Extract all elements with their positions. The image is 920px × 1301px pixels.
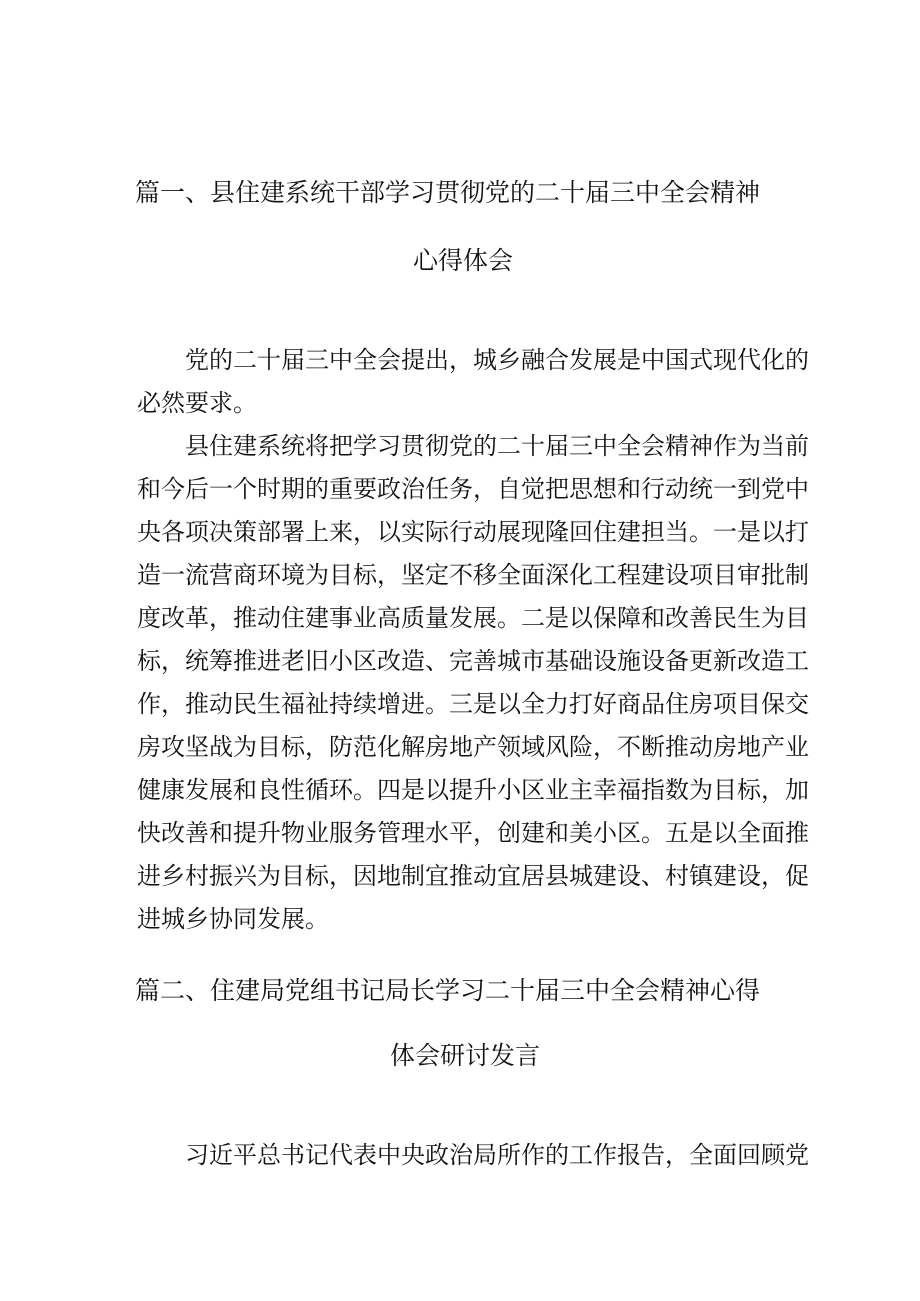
section1-title-line1: 篇一、县住建系统干部学习贯彻党的二十届三中全会精神	[135, 178, 761, 207]
section1-para2-line6: 标，统筹推进老旧小区改造、完善城市基础设施设备更新改造工	[137, 647, 809, 675]
section1-title-line2: 心得体会	[413, 246, 514, 275]
section2-title-line2: 体会研讨发言	[390, 1041, 541, 1070]
section1-para2-line1: 县住建系统将把学习贯彻党的二十届三中全会精神作为当前	[185, 432, 809, 460]
section1-para2-line7: 作，推动民生福祉持续增进。三是以全力打好商品住房项目保交	[137, 690, 809, 718]
section1-para2-line4: 造一流营商环境为目标，坚定不移全面深化工程建设项目审批制	[137, 561, 809, 589]
section1-para2-line12: 进城乡协同发展。	[137, 905, 329, 933]
section1-para2-line5: 度改革，推动住建事业高质量发展。二是以保障和改善民生为目	[137, 604, 809, 632]
section1-para2-line8: 房攻坚战为目标，防范化解房地产领域风险，不断推动房地产业	[137, 733, 809, 761]
section1-para2-line9: 健康发展和良性循环。四是以提升小区业主幸福指数为目标，加	[137, 776, 809, 804]
section1-para2-line2: 和今后一个时期的重要政治任务，自觉把思想和行动统一到党中	[137, 475, 809, 503]
section1-para2-line3: 央各项决策部署上来，以实际行动展现隆回住建担当。一是以打	[137, 518, 809, 546]
section2-title-line1: 篇二、住建局党组书记局长学习二十届三中全会精神心得	[135, 976, 761, 1005]
section1-para1-line2: 必然要求。	[137, 389, 257, 417]
section1-para1-line1: 党的二十届三中全会提出，城乡融合发展是中国式现代化的	[185, 346, 809, 374]
section2-para1-line1: 习近平总书记代表中央政治局所作的工作报告，全面回顾党	[185, 1141, 809, 1169]
section1-para2-line11: 进乡村振兴为目标，因地制宜推动宜居县城建设、村镇建设，促	[137, 862, 809, 890]
section1-para2-line10: 快改善和提升物业服务管理水平，创建和美小区。五是以全面推	[137, 819, 809, 847]
